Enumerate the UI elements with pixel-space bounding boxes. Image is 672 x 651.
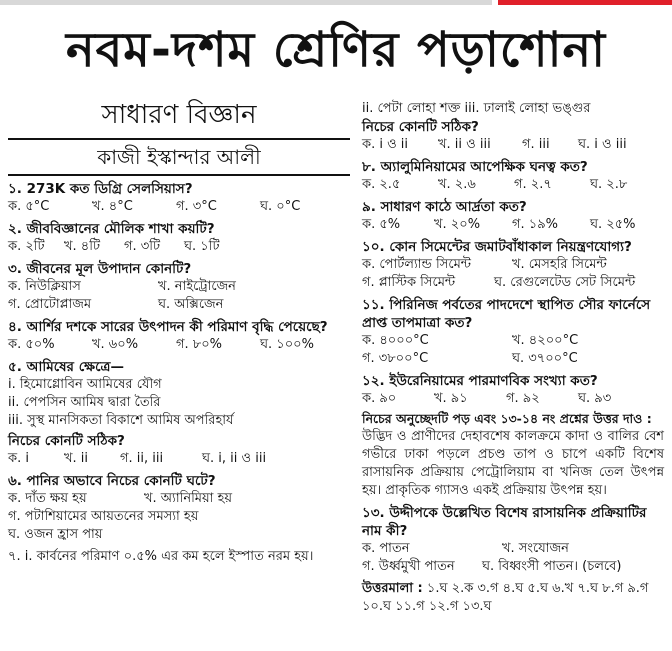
- right-column: [362, 100, 664, 616]
- question-3-options-row2: [8, 296, 350, 314]
- option: ঘ. রেগুলেটেড সেট সিমেন্ট: [494, 275, 636, 290]
- option: ঘ. ২.৮: [590, 177, 628, 192]
- option: খ. ২০%: [434, 217, 481, 232]
- option: ক. ২টি: [8, 239, 45, 254]
- option: খ. ii ও iii: [438, 137, 491, 152]
- question-5: ৫. আমিষের ক্ষেত্রে—: [8, 359, 124, 375]
- divider-bottom: [8, 174, 350, 176]
- option: ক. ৫০%: [8, 337, 55, 352]
- option: ক. নিউক্লিয়াস: [8, 279, 81, 294]
- question-7-statement-2: ii. পেটা লোহা শক্ত iii. ঢালাই লোহা ভঙ্গুর: [362, 101, 591, 116]
- option: খ. সংযোজন: [502, 541, 569, 556]
- option: খ. ৪টি: [64, 239, 101, 254]
- question-9: ৯. সাধারণ কাঠে আর্দ্রতা কত?: [362, 199, 527, 215]
- question-9-options: [362, 216, 664, 234]
- option: খ. ৯১: [434, 391, 468, 406]
- question-4: ৪. আর্শির দশকে সারের উৎপাদন কী পরিমাণ বৃদ্ধি পেয়েছে?: [8, 319, 328, 335]
- option: ক. ৫%: [362, 217, 401, 232]
- option: ঘ. i ও iii: [578, 137, 627, 152]
- question-13: ১৩. উদ্দীপকে উল্লেখিত বিশেষ রাসায়নিক প্রক্রিয়াটির নাম কী?: [362, 505, 647, 539]
- option: ঘ. ৩৭০০°C: [512, 351, 578, 366]
- question-11-options-row2: [362, 350, 664, 368]
- question-5-statement: i. হিমোগ্লোবিন আমিষের যৌগ: [8, 377, 162, 392]
- option: খ. অ্যানিমিয়া হয়: [144, 491, 233, 506]
- option: ক. ৯০: [362, 391, 397, 406]
- question-3: ৩. জীবনের মূল উপাদান কোনটি?: [8, 261, 192, 277]
- question-13-options-row2: [362, 558, 664, 576]
- question-6-option-c: গ. পটাশিয়ামের আয়তনের সমস্যা হয়: [8, 509, 199, 524]
- left-column: [8, 98, 350, 566]
- passage-text: উদ্ভিদ ও প্রাণীদের দেহাবশেষ কালক্রমে কাদা ও বালির বেশ গভীরে ঢাকা পড়লে প্রচণ্ড তাপ ও চাপে একটি বিশেষ রাসায়নিক প্রক্রিয়ায় পেট্রোলিয়াম বা খনিজ তেল উৎপন্ন হয়। প্রাকৃতিক গ্যাসও একই প্রক্রিয়ায় উৎপন্ন হয়।: [362, 429, 664, 498]
- question-11-options-row1: [362, 332, 664, 350]
- question-11: ১১. পিরিনিজ পর্বতের পাদদেশে স্থাপিত সৌর ফার্নেসে প্রাপ্ত তাপমাত্রা কত?: [362, 297, 651, 331]
- option: খ. ii: [64, 451, 89, 466]
- option: ঘ. ১০০%: [260, 337, 314, 352]
- option: গ. উর্ধ্বমুখী পাতন: [362, 559, 455, 574]
- masthead-title: নবম-দশম শ্রেণির পড়াশোনা: [65, 22, 607, 78]
- option: গ. ৩টি: [124, 239, 161, 254]
- question-6: ৬. পানির অভাবে নিচের কোনটি ঘটে?: [8, 473, 216, 489]
- question-7-options: [362, 136, 664, 154]
- option: ক. ২.৫: [362, 177, 401, 192]
- option: গ. ১৯%: [512, 217, 559, 232]
- question-2-options: [8, 238, 350, 256]
- question-5-which: নিচের কোনটি সঠিক?: [8, 433, 125, 449]
- question-10-options-row2: [362, 274, 664, 292]
- option: গ. ৩°C: [176, 199, 217, 214]
- option: খ. ৪°C: [92, 199, 133, 214]
- option: ঘ. ২৫%: [590, 217, 636, 232]
- option: গ. ২.৭: [514, 177, 552, 192]
- option: ঘ. i, ii ও iii: [202, 451, 267, 466]
- option: ক. পোর্টল্যান্ড সিমেন্ট: [362, 257, 472, 272]
- question-4-options: [8, 336, 350, 354]
- subject-title: সাধারণ বিজ্ঞান: [101, 100, 257, 130]
- option: খ. নাইট্রোজেন: [158, 279, 236, 294]
- option: ক. পাতন: [362, 541, 410, 556]
- question-8-options: [362, 176, 664, 194]
- option: গ. ৮০%: [176, 337, 223, 352]
- question-13-options-row1: [362, 540, 664, 558]
- question-1-options: [8, 198, 350, 216]
- question-2: ২. জীববিজ্ঞানের মৌলিক শাখা কয়টি?: [8, 221, 215, 237]
- option: গ. ৩৮০০°C: [362, 351, 429, 366]
- option: খ. ৬০%: [92, 337, 139, 352]
- option: ক. i ও ii: [362, 137, 409, 152]
- answer-key-line1: [362, 580, 664, 598]
- question-6-options-row1: [8, 490, 350, 508]
- question-7-start: ৭. i. কার্বনের পরিমাণ ০.৫% এর কম হলে ইস্পাত নরম হয়।: [8, 549, 314, 564]
- option: ঘ. ০°C: [260, 199, 301, 214]
- option: গ. প্রোটোপ্লাজম: [8, 297, 92, 312]
- question-5-options: [8, 450, 350, 468]
- author-name: কাজী ইস্কান্দার আলী: [97, 145, 261, 169]
- question-1: ১. 273K কত ডিগ্রি সেলসিয়াস?: [8, 181, 193, 197]
- question-5-statement: iii. সুস্থ মানসিকতা বিকাশে আমিষ অপরিহার্য: [8, 413, 234, 428]
- option: ঘ. ৯৩: [578, 391, 612, 406]
- question-12: ১২. ইউরেনিয়ামের পারমাণবিক সংখ্যা কত?: [362, 373, 598, 389]
- option: গ. প্লাস্টিক সিমেন্ট: [362, 275, 456, 290]
- question-7-which: নিচের কোনটি সঠিক?: [362, 119, 479, 135]
- option: খ. মেসহরি সিমেন্ট: [512, 257, 607, 272]
- question-8: ৮. অ্যালুমিনিয়ামের আপেক্ষিক ঘনত্ব কত?: [362, 159, 588, 175]
- question-10-options-row1: [362, 256, 664, 274]
- answer-key-line2: ১০.ঘ ১১.গ ১২.গ ১৩.ঘ: [362, 599, 492, 614]
- top-gray-bar: [0, 0, 492, 5]
- option: গ. ৯২: [506, 391, 540, 406]
- question-6-option-d: ঘ. ওজন হ্রাস পায়: [8, 527, 103, 542]
- question-12-options: [362, 390, 664, 408]
- option: ঘ. ১টি: [184, 239, 220, 254]
- question-10: ১০. কোন সিমেন্টের জমাটবাঁধাকাল নিয়ন্ত্রণযোগ্য?: [362, 239, 632, 255]
- question-5-statement: ii. পেপসিন আমিষ দ্বারা তৈরি: [8, 395, 161, 410]
- question-3-options-row1: [8, 278, 350, 296]
- option: ক. i: [8, 451, 29, 466]
- option: খ. ৪২০০°C: [512, 333, 579, 348]
- passage-instruction: নিচের অনুচ্ছেদটি পড় এবং ১৩-১৪ নং প্রশ্নের উত্তর দাও :: [362, 411, 652, 426]
- option: ক. ৫°C: [8, 199, 50, 214]
- answer-key-label: উত্তরমালা :: [362, 581, 423, 596]
- answer-key-values: ১.ঘ ২.ক ৩.গ ৪.ঘ ৫.ঘ ৬.খ ৭.ঘ ৮.গ ৯.গ: [426, 581, 649, 596]
- option: ঘ. বিধ্বংসী পাতন। (চলবে): [482, 559, 622, 574]
- option: ক. দাঁত ক্ষয় হয়: [8, 491, 87, 506]
- top-red-bar: [498, 0, 672, 5]
- option: গ. iii: [522, 137, 550, 152]
- option: ক. ৪০০০°C: [362, 333, 429, 348]
- option: খ. ২.৬: [438, 177, 476, 192]
- option: গ. ii, iii: [120, 451, 164, 466]
- option: ঘ. অক্সিজেন: [158, 297, 224, 312]
